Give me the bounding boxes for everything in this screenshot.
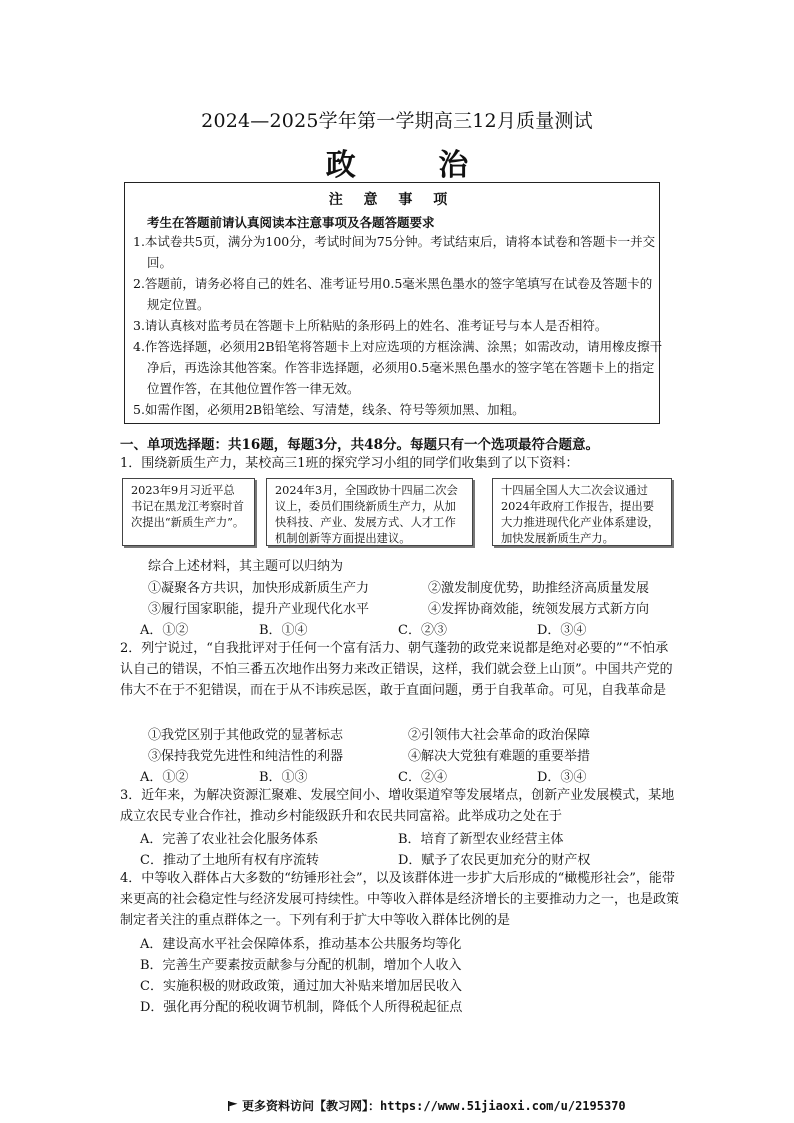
notice-box bbox=[124, 182, 663, 424]
notice-lead: 考生在答题前请认真阅读本注意事项及各题答题要求 bbox=[147, 215, 435, 230]
footer-text: 更多资料访问【教习网】：https://www.51jiaoxi.com/u/2195370 bbox=[242, 1099, 626, 1113]
flag-icon bbox=[228, 1101, 238, 1111]
section-title: 一、单项选择题：共16题，每题3分，共48分。每题只有一个选项最符合题意。 bbox=[120, 437, 599, 453]
q3-stem: 3．近年来，为解决资源汇聚难、发展空间小、增收渠道窄等发展堵点，创新产业发展模式，某地成立农民专业合作社，推动乡村能级跃升和农民共同富裕。此举成功之处在于 bbox=[120, 788, 675, 824]
q1-material-2: 2024年3月，全国政协十四届二次会议上，委员们围绕新质生产力，从加快科技、产业、发展方式、人才工作机制创新等方面提出建议。 bbox=[266, 478, 473, 546]
notice-item: 3.请认真核对监考员在答题卡上所粘贴的条形码上的姓名、准考证号与本人是否相符。 bbox=[133, 318, 608, 333]
q3-answer: D．赋予了农民更加充分的财产权 bbox=[398, 853, 591, 868]
subject-title: 政 治 bbox=[325, 148, 505, 183]
q4-answer: A．建设高水平社会保障体系，推动基本公共服务均等化 bbox=[140, 937, 462, 952]
q1-answer: B．①④ bbox=[259, 623, 308, 638]
q2-option: ③保持我党先进性和纯洁性的利器 bbox=[148, 749, 344, 764]
q2-stem: 2．列宁说过，“自我批评对于任何一个富有活力、朝气蓬勃的政党来说都是绝对必要的”“不怕承认自己的错误，不怕三番五次地作出努力来改正错误，这样，我们就会登上山顶”。中国共产党的伟大不在于不犯错误，而在于从不讳疾忌医，敢于直面问题，勇于自我革命。可见，自我革命是 bbox=[120, 641, 673, 698]
q1-material-3: 十四届全国人大二次会议通过2024年政府工作报告，提出要大力推进现代化产业体系建设，加快发展新质生产力。 bbox=[492, 478, 672, 546]
notice-item: 1.本试卷共5页，满分为100分，考试时间为75分钟。考试结束后，请将本试卷和答题卡一并交回。 bbox=[133, 234, 656, 270]
q1-stem: 1．围绕新质生产力，某校高三1班的探究学习小组的同学们收集到了以下资料： bbox=[120, 456, 579, 471]
q4-stem: 4．中等收入群体占大多数的“纺锤形社会”，以及该群体进一步扩大后形成的“橄榄形社会”，能带来更高的社会稳定性与经济发展可持续性。中等收入群体是经济增长的主要推动力之一，也是政策制定者关注的重点群体之一。下列有利于扩大中等收入群体比例的是 bbox=[120, 871, 680, 928]
q3-answer: A．完善了农业社会化服务体系 bbox=[140, 832, 319, 847]
q2-answer: A．①② bbox=[140, 770, 189, 785]
q1-option: ②激发制度优势，助推经济高质量发展 bbox=[428, 581, 650, 596]
q1-option: ③履行国家职能，提升产业现代化水平 bbox=[148, 602, 370, 617]
q3-answer: C．推动了土地所有权有序流转 bbox=[140, 853, 319, 868]
q1-option: ④发挥协商效能，统领发展方式新方向 bbox=[428, 602, 650, 617]
q4-answer: B．完善生产要素按贡献参与分配的机制，增加个人收入 bbox=[140, 958, 462, 973]
q1-answer: A．①② bbox=[140, 623, 189, 638]
q1-answer: C．②③ bbox=[398, 623, 447, 638]
q1-prompt: 综合上述材料，其主题可以归纳为 bbox=[148, 559, 344, 574]
notice-item: 4.作答选择题，必须用2B铅笔将答题卡上对应选项的方框涂满、涂黑；如需改动，请用橡皮擦干净后，再选涂其他答案。作答非选择题，必须用0.5毫米黑色墨水的签字笔在答题卡上的指定位置作答，在其他位置作答一律无效。 bbox=[133, 339, 663, 396]
q4-answer: C．实施积极的财政政策，通过加大补贴来增加居民收入 bbox=[140, 979, 462, 994]
q3-answer: B．培育了新型农业经营主体 bbox=[398, 832, 564, 847]
exam-title: 2024—2025学年第一学期高三12月质量测试 bbox=[201, 110, 593, 132]
q2-option: ④解决大党独有难题的重要举措 bbox=[408, 749, 591, 764]
q2-answer: C．②④ bbox=[398, 770, 447, 785]
q4-answer: D．强化再分配的税收调节机制，降低个人所得税起征点 bbox=[140, 1000, 463, 1015]
notice-heading: 注 意 事 项 bbox=[328, 192, 456, 208]
q1-answer: D．③④ bbox=[537, 623, 587, 638]
notice-item: 5.如需作图，必须用2B铅笔绘、写清楚，线条、符号等须加黑、加粗。 bbox=[133, 402, 525, 417]
q2-option: ②引领伟大社会革命的政治保障 bbox=[408, 728, 591, 743]
q2-answer: B．①③ bbox=[259, 770, 308, 785]
q1-material-1: 2023年9月习近平总书记在黑龙江考察时首次提出“新质生产力”。 bbox=[122, 478, 255, 546]
q2-option: ①我党区别于其他政党的显著标志 bbox=[148, 728, 344, 743]
q1-option: ①凝聚各方共识，加快形成新质生产力 bbox=[148, 581, 370, 596]
footer-link[interactable] bbox=[228, 1097, 626, 1114]
q2-answer: D．③④ bbox=[537, 770, 587, 785]
notice-item: 2.答题前，请务必将自己的姓名、准考证号用0.5毫米黑色墨水的签字笔填写在试卷及答题卡的规定位置。 bbox=[133, 276, 653, 312]
